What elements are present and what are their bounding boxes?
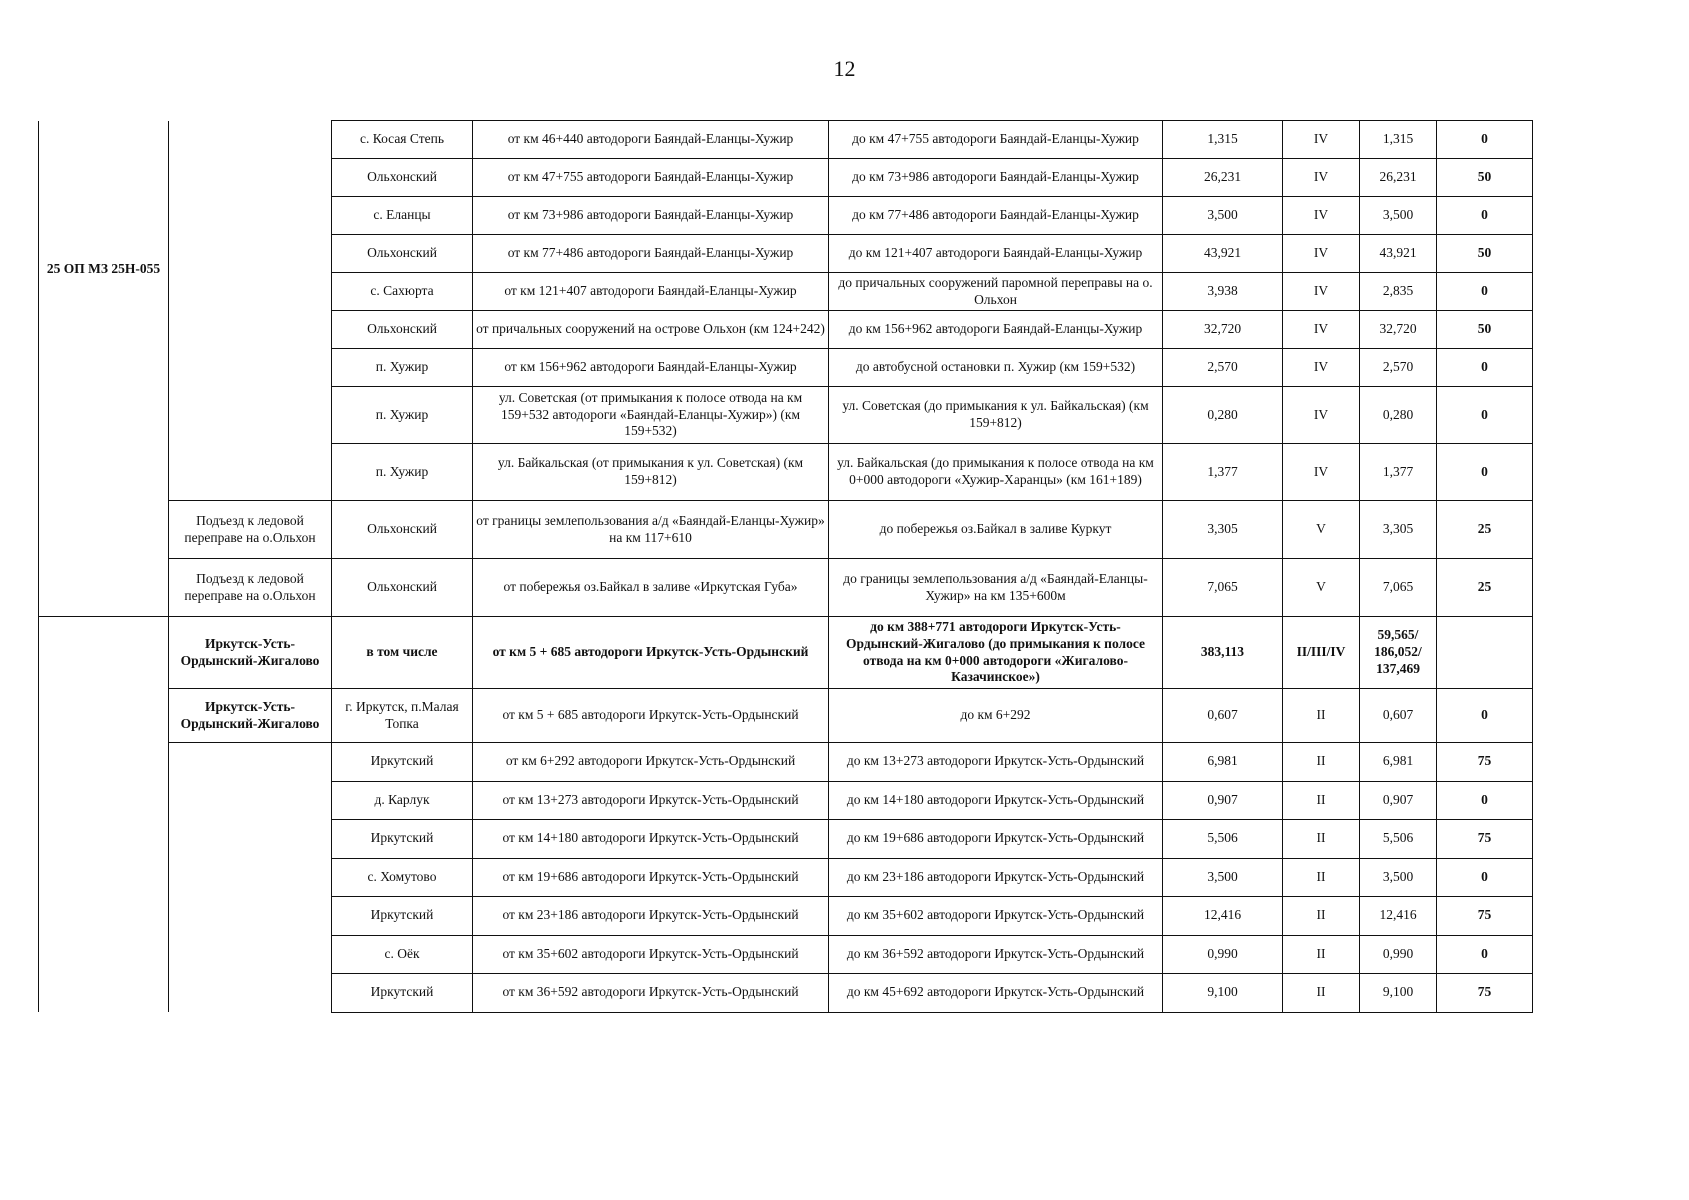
to-cell: до км 6+292 — [829, 689, 1163, 743]
from-cell: от границы землепользования а/д «Баяндай-Еланцы-Хужир» на км 117+610 — [473, 501, 829, 559]
category-cell: II — [1283, 743, 1360, 782]
category-cell: IV — [1283, 159, 1360, 197]
category-cell: IV — [1283, 197, 1360, 235]
length2-cell: 3,305 — [1360, 501, 1437, 559]
locality-cell: Ольхонский — [332, 559, 473, 617]
category-cell: IV — [1283, 121, 1360, 159]
from-cell: от км 5 + 685 автодороги Иркутск-Усть-Ордынский — [473, 617, 829, 689]
category-cell: II — [1283, 820, 1360, 859]
from-cell: от км 13+273 автодороги Иркутск-Усть-Ордынский — [473, 781, 829, 820]
category-cell: IV — [1283, 311, 1360, 349]
locality-cell: Ольхонский — [332, 159, 473, 197]
locality-cell: с. Хомутово — [332, 858, 473, 897]
speed-cell: 0 — [1437, 689, 1533, 743]
locality-cell: Иркутский — [332, 743, 473, 782]
from-cell: от км 5 + 685 автодороги Иркутск-Усть-Ордынский — [473, 689, 829, 743]
length-cell: 2,570 — [1163, 349, 1283, 387]
length2-cell: 12,416 — [1360, 897, 1437, 936]
speed-cell: 75 — [1437, 974, 1533, 1013]
speed-cell: 75 — [1437, 820, 1533, 859]
to-cell: до км 23+186 автодороги Иркутск-Усть-Ордынский — [829, 858, 1163, 897]
from-cell: от км 121+407 автодороги Баяндай-Еланцы-Хужир — [473, 273, 829, 311]
from-cell: от км 19+686 автодороги Иркутск-Усть-Ордынский — [473, 858, 829, 897]
table-row — [39, 501, 1533, 559]
length-cell: 0,990 — [1163, 935, 1283, 974]
speed-cell: 25 — [1437, 501, 1533, 559]
locality-cell: в том числе — [332, 617, 473, 689]
category-cell: II — [1283, 781, 1360, 820]
to-cell: до км 19+686 автодороги Иркутск-Усть-Ордынский — [829, 820, 1163, 859]
length-cell: 3,500 — [1163, 858, 1283, 897]
locality-cell: г. Иркутск, п.Малая Топка — [332, 689, 473, 743]
length-cell: 3,500 — [1163, 197, 1283, 235]
to-cell: до км 45+692 автодороги Иркутск-Усть-Ордынский — [829, 974, 1163, 1013]
speed-cell: 0 — [1437, 349, 1533, 387]
road-name-cell: Подъезд к ледовой переправе на о.Ольхон — [169, 501, 332, 559]
to-cell: до км 14+180 автодороги Иркутск-Усть-Ордынский — [829, 781, 1163, 820]
locality-cell: Ольхонский — [332, 501, 473, 559]
length-cell: 5,506 — [1163, 820, 1283, 859]
length2-cell: 3,500 — [1360, 197, 1437, 235]
locality-cell: д. Карлук — [332, 781, 473, 820]
speed-cell: 75 — [1437, 743, 1533, 782]
to-cell: до причальных сооружений паромной переправы на о. Ольхон — [829, 273, 1163, 311]
length2-cell: 7,065 — [1360, 559, 1437, 617]
speed-cell: 0 — [1437, 197, 1533, 235]
locality-cell: Иркутский — [332, 974, 473, 1013]
category-cell: IV — [1283, 387, 1360, 444]
length2-cell: 9,100 — [1360, 974, 1437, 1013]
road-code-empty — [39, 617, 169, 1013]
road-code: 25 ОП МЗ 25Н-055 — [39, 121, 169, 617]
from-cell: от км 36+592 автодороги Иркутск-Усть-Ордынский — [473, 974, 829, 1013]
to-cell: до км 77+486 автодороги Баяндай-Еланцы-Хужир — [829, 197, 1163, 235]
from-cell: от причальных сооружений на острове Ольхон (км 124+242) — [473, 311, 829, 349]
road-name-cell — [169, 121, 332, 501]
from-cell: от км 77+486 автодороги Баяндай-Еланцы-Хужир — [473, 235, 829, 273]
locality-cell: Ольхонский — [332, 311, 473, 349]
to-cell: до км 13+273 автодороги Иркутск-Усть-Ордынский — [829, 743, 1163, 782]
length-cell: 0,280 — [1163, 387, 1283, 444]
length-cell: 9,100 — [1163, 974, 1283, 1013]
length2-cell: 59,565/ 186,052/ 137,469 — [1360, 617, 1437, 689]
length2-cell: 0,280 — [1360, 387, 1437, 444]
locality-cell: Иркутский — [332, 820, 473, 859]
length-cell: 7,065 — [1163, 559, 1283, 617]
length2-cell: 2,835 — [1360, 273, 1437, 311]
length2-cell: 6,981 — [1360, 743, 1437, 782]
length-cell: 12,416 — [1163, 897, 1283, 936]
locality-cell: Ольхонский — [332, 235, 473, 273]
length-cell: 26,231 — [1163, 159, 1283, 197]
from-cell: от км 35+602 автодороги Иркутск-Усть-Ордынский — [473, 935, 829, 974]
road-name-cell: Подъезд к ледовой переправе на о.Ольхон — [169, 559, 332, 617]
length2-cell: 32,720 — [1360, 311, 1437, 349]
from-cell: от побережья оз.Байкал в заливе «Иркутская Губа» — [473, 559, 829, 617]
table-row — [39, 689, 1533, 743]
from-cell: от км 47+755 автодороги Баяндай-Еланцы-Хужир — [473, 159, 829, 197]
page-number: 12 — [833, 56, 856, 81]
speed-cell: 0 — [1437, 273, 1533, 311]
road-name-cell: Иркутск-Усть-Ордынский-Жигалово — [169, 689, 332, 743]
from-cell: ул. Советская (от примыкания к полосе отвода на км 159+532 автодороги «Баяндай-Еланцы-Хужир») (км 159+532) — [473, 387, 829, 444]
speed-cell: 0 — [1437, 121, 1533, 159]
road-name-cell: Иркутск-Усть-Ордынский-Жигалово — [169, 617, 332, 689]
length2-cell: 0,990 — [1360, 935, 1437, 974]
length-cell: 6,981 — [1163, 743, 1283, 782]
to-cell: до км 35+602 автодороги Иркутск-Усть-Ордынский — [829, 897, 1163, 936]
length2-cell: 43,921 — [1360, 235, 1437, 273]
speed-cell: 50 — [1437, 311, 1533, 349]
locality-cell: с. Еланцы — [332, 197, 473, 235]
speed-cell: 0 — [1437, 858, 1533, 897]
length2-cell: 1,377 — [1360, 444, 1437, 501]
speed-cell: 0 — [1437, 935, 1533, 974]
length-cell: 3,305 — [1163, 501, 1283, 559]
category-cell: IV — [1283, 444, 1360, 501]
speed-cell: 50 — [1437, 235, 1533, 273]
length-cell: 32,720 — [1163, 311, 1283, 349]
speed-cell — [1437, 617, 1533, 689]
length-cell: 3,938 — [1163, 273, 1283, 311]
to-cell: до км 121+407 автодороги Баяндай-Еланцы-Хужир — [829, 235, 1163, 273]
category-cell: IV — [1283, 235, 1360, 273]
length2-cell: 3,500 — [1360, 858, 1437, 897]
road-name-cell — [169, 743, 332, 1013]
from-cell: от км 73+986 автодороги Баяндай-Еланцы-Хужир — [473, 197, 829, 235]
from-cell: ул. Байкальская (от примыкания к ул. Советская) (км 159+812) — [473, 444, 829, 501]
to-cell: до автобусной остановки п. Хужир (км 159+532) — [829, 349, 1163, 387]
to-cell: до км 73+986 автодороги Баяндай-Еланцы-Хужир — [829, 159, 1163, 197]
speed-cell: 75 — [1437, 897, 1533, 936]
from-cell: от км 14+180 автодороги Иркутск-Усть-Ордынский — [473, 820, 829, 859]
locality-cell: Иркутский — [332, 897, 473, 936]
locality-cell: с. Оёк — [332, 935, 473, 974]
locality-cell: с. Косая Степь — [332, 121, 473, 159]
table-row — [39, 617, 1533, 689]
speed-cell: 0 — [1437, 387, 1533, 444]
category-cell: II — [1283, 858, 1360, 897]
category-cell: II — [1283, 974, 1360, 1013]
speed-cell: 0 — [1437, 444, 1533, 501]
locality-cell: п. Хужир — [332, 444, 473, 501]
to-cell: до км 156+962 автодороги Баяндай-Еланцы-Хужир — [829, 311, 1163, 349]
table-row — [39, 121, 1533, 159]
from-cell: от км 6+292 автодороги Иркутск-Усть-Ордынский — [473, 743, 829, 782]
length2-cell: 26,231 — [1360, 159, 1437, 197]
length-cell: 1,377 — [1163, 444, 1283, 501]
speed-cell: 25 — [1437, 559, 1533, 617]
to-cell: ул. Советская (до примыкания к ул. Байкальская) (км 159+812) — [829, 387, 1163, 444]
category-cell: II/III/IV — [1283, 617, 1360, 689]
table-row — [39, 559, 1533, 617]
category-cell: II — [1283, 935, 1360, 974]
table-row — [39, 743, 1533, 782]
speed-cell: 50 — [1437, 159, 1533, 197]
length-cell: 0,607 — [1163, 689, 1283, 743]
locality-cell: п. Хужир — [332, 349, 473, 387]
locality-cell: п. Хужир — [332, 387, 473, 444]
locality-cell: с. Сахюрта — [332, 273, 473, 311]
length-cell: 1,315 — [1163, 121, 1283, 159]
length2-cell: 0,607 — [1360, 689, 1437, 743]
length-cell: 0,907 — [1163, 781, 1283, 820]
length2-cell: 1,315 — [1360, 121, 1437, 159]
speed-cell: 0 — [1437, 781, 1533, 820]
road-table — [38, 120, 1533, 1013]
to-cell: до границы землепользования а/д «Баяндай-Еланцы-Хужир» на км 135+600м — [829, 559, 1163, 617]
to-cell: до км 388+771 автодороги Иркутск-Усть-Ордынский-Жигалово (до примыкания к полосе отвода на км 0+000 автодороги «Жигалово-Казачинское») — [829, 617, 1163, 689]
length-cell: 43,921 — [1163, 235, 1283, 273]
from-cell: от км 46+440 автодороги Баяндай-Еланцы-Хужир — [473, 121, 829, 159]
to-cell: до км 47+755 автодороги Баяндай-Еланцы-Хужир — [829, 121, 1163, 159]
from-cell: от км 23+186 автодороги Иркутск-Усть-Ордынский — [473, 897, 829, 936]
to-cell: ул. Байкальская (до примыкания к полосе отвода на км 0+000 автодороги «Хужир-Харанцы» (км 161+189) — [829, 444, 1163, 501]
category-cell: II — [1283, 897, 1360, 936]
category-cell: IV — [1283, 349, 1360, 387]
category-cell: IV — [1283, 273, 1360, 311]
length2-cell: 2,570 — [1360, 349, 1437, 387]
to-cell: до км 36+592 автодороги Иркутск-Усть-Ордынский — [829, 935, 1163, 974]
to-cell: до побережья оз.Байкал в заливе Куркут — [829, 501, 1163, 559]
length2-cell: 0,907 — [1360, 781, 1437, 820]
length-cell: 383,113 — [1163, 617, 1283, 689]
from-cell: от км 156+962 автодороги Баяндай-Еланцы-Хужир — [473, 349, 829, 387]
category-cell: V — [1283, 559, 1360, 617]
length2-cell: 5,506 — [1360, 820, 1437, 859]
category-cell: V — [1283, 501, 1360, 559]
category-cell: II — [1283, 689, 1360, 743]
